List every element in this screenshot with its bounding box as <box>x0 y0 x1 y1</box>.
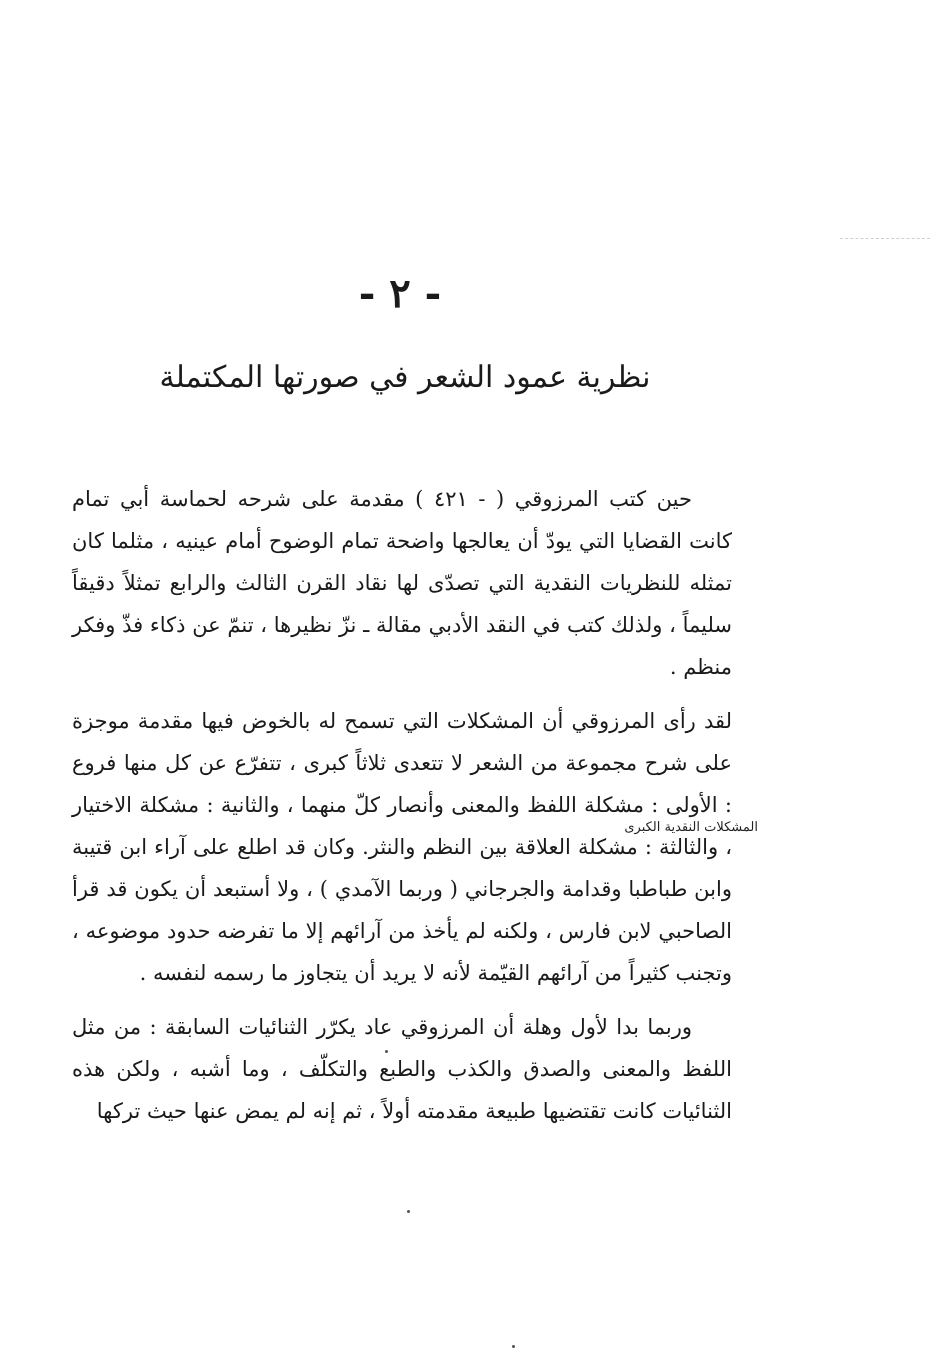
paragraph-2: لقد رأى المرزوقي أن المشكلات التي تسمح له بالخوض فيها مقدمة موجزة على شرح مجموعة من الشعر لا تتعدى ثلاثاً كبرى ، تتفرّع عن كل منها فروع : الأولى : مشكلة اللفظ والمعنى وأنصار كلّ منهما ، والثانية : مشكلة الاختيار ، والثالثة : مشكلة العلاقة بين النظم والنثر. وكان قد اطلع على آراء ابن قتيبة وابن طباطبا وقدامة والجرجاني ( وربما الآمدي ) ، ولا أستبعد أن يكون قد قرأ الصاحبي لابن فارس ، ولكنه لم يأخذ من آرائهم إلا ما تفرضه حدود موضوعه ، وتجنب كثيراً من آرائهم القيّمة لأنه لا يريد أن يتجاوز ما رسمه لنفسه . <box>72 709 732 985</box>
scan-speck <box>385 1050 388 1053</box>
margin-note: المشكلات النقدية الكبرى <box>624 820 758 835</box>
scan-artifact-line <box>840 238 930 239</box>
chapter-title: نظرية عمود الشعر في صورتها المكتملة <box>159 360 651 395</box>
paragraph-3: وربما بدا لأول وهلة أن المرزوقي عاد يكرّر الثنائيات السابقة : من مثل اللفظ والمعنى والصدق والكذب والطبع والتكلّف ، وما أشبه ، ولكن هذه الثنائيات كانت تقتضيها طبيعة مقدمته أولاً ، ثم إنه لم يمض عنها حيث تركها <box>72 1015 732 1123</box>
scan-speck <box>407 1210 410 1213</box>
body-text <box>72 478 732 1144</box>
paragraph-1: حين كتب المرزوقي ( - ٤٢١ ) مقدمة على شرحه لحماسة أبي تمام كانت القضايا التي يودّ أن يعالجها واضحة تمام الوضوح أمام عينيه ، مثلما كان تمثله للنظريات النقدية التي تصدّى لها نقاد القرن الثالث والرابع تمثلاً دقيقاً سليماً ، ولذلك كتب في النقد الأدبي مقالة ـ نزّ نظيرها ، تنمّ عن ذكاء فذّ وفكر منظم . <box>72 487 732 679</box>
scan-speck <box>512 1345 515 1348</box>
chapter-number: - ٢ - <box>358 270 442 317</box>
